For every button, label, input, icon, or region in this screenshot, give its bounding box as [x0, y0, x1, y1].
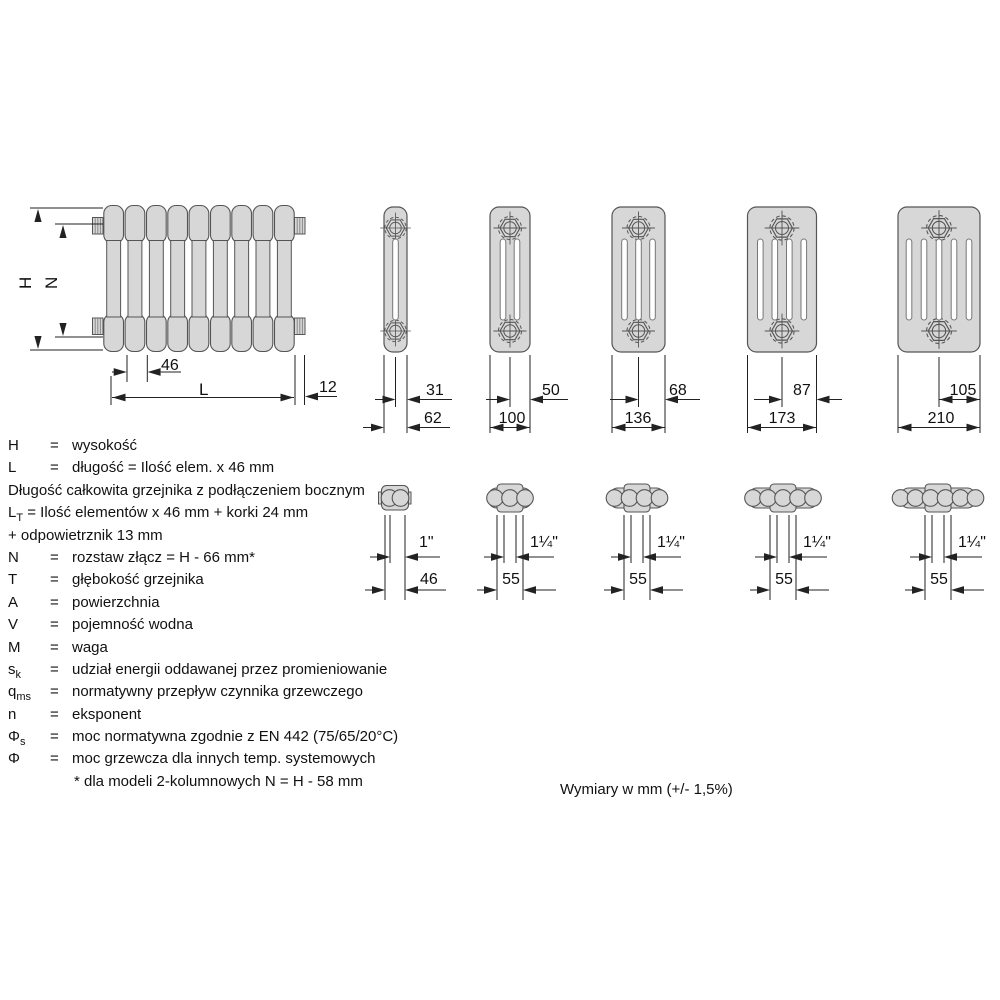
label-50: 50 — [542, 382, 560, 399]
legend-row-H: H = wysokość — [8, 435, 365, 457]
side-view-3col — [486, 207, 568, 433]
legend-row-A: A = powierzchnia — [8, 593, 160, 611]
legend-row-L: L = długość = Ilość elem. x 46 mm — [8, 459, 275, 477]
label-87: 87 — [793, 382, 811, 399]
top-view-3col — [477, 484, 558, 600]
side-view-4col — [610, 207, 700, 433]
label-pitch-55: 55 — [629, 571, 647, 588]
label-105: 105 — [949, 382, 977, 399]
label-136: 136 — [624, 410, 652, 427]
side-view-6col — [898, 207, 980, 433]
top-view-4col — [604, 484, 685, 600]
side-view-2col — [363, 207, 452, 433]
label-31: 31 — [426, 382, 444, 399]
legend-text: wysokość — [72, 437, 138, 454]
legend-row-phi: Φ = moc grzewcza dla innych temp. systemowych — [8, 750, 376, 768]
label-pitch-46: 46 — [420, 571, 438, 588]
legend-row-LT: $L_T$ = Ilość elementów x 46 mm + korki 24 mm — [8, 504, 309, 525]
legend-row-phi-s: $\Phi_s$ = moc normatywna zgodnie z EN 442 (75/65/20°C) — [8, 728, 399, 749]
front-view — [16, 206, 337, 406]
label-H: H — [16, 276, 35, 289]
legend-symbol: H — [8, 437, 19, 454]
label-12: 12 — [319, 379, 337, 396]
label-thread: 1¼" — [803, 534, 831, 551]
label-62: 62 — [424, 410, 442, 427]
label-thread-1in: 1" — [419, 534, 434, 551]
legend-row-n: n = eksponent — [8, 705, 142, 723]
dimensions-note: Wymiary w mm (+/- 1,5%) — [560, 781, 733, 798]
label-173: 173 — [768, 410, 796, 427]
legend-row-qms: $q_{ms}$ = normatywny przepływ czynnika grzewczego — [8, 683, 363, 704]
label-thread: 1¼" — [530, 534, 558, 551]
label-L: L — [199, 380, 209, 399]
label-thread: 1¼" — [657, 534, 685, 551]
label-pitch-55: 55 — [502, 571, 520, 588]
side-view-5col — [748, 207, 843, 433]
top-view-6col — [892, 484, 986, 600]
legend-row-total-length: Długość całkowita grzejnika z podłączeniem bocznym — [8, 481, 365, 499]
legend-row-M: M = waga — [8, 638, 108, 656]
legend-row-sk: $s_k$ = udział energii oddawanej przez promieniowanie — [8, 660, 388, 681]
legend-row-footnote: * dla modeli 2-kolumnowych N = H - 58 mm — [74, 772, 363, 790]
label-68: 68 — [669, 382, 687, 399]
label-210: 210 — [927, 410, 955, 427]
top-view-5col — [745, 484, 831, 600]
label-N: N — [42, 276, 61, 289]
label-pitch-55: 55 — [930, 571, 948, 588]
legend-row-N: N = rozstaw złącz = H - 66 mm* — [8, 548, 255, 566]
label-46: 46 — [161, 357, 179, 374]
legend-row-T: T = głębokość grzejnika — [8, 571, 204, 589]
legend — [8, 435, 399, 793]
label-100: 100 — [498, 410, 526, 427]
top-view-2col — [365, 486, 446, 601]
label-pitch-55: 55 — [775, 571, 793, 588]
legend-row-vent: + odpowietrznik 13 mm — [8, 526, 163, 544]
label-thread: 1¼" — [958, 534, 986, 551]
legend-row-V: V = pojemność wodna — [8, 616, 193, 634]
front-view-elements — [104, 206, 294, 352]
